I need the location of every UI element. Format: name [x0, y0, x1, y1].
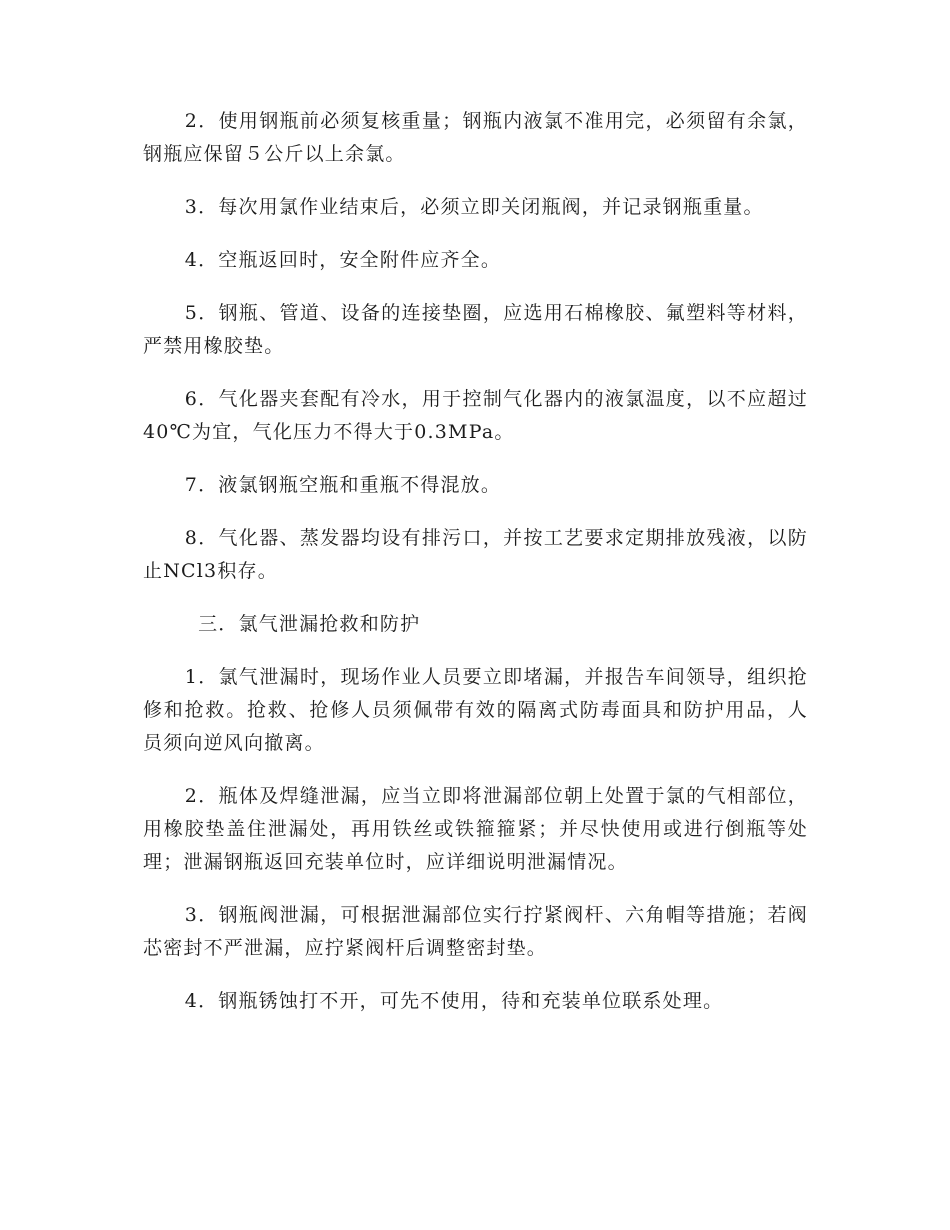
paragraph-rescue-2: 2．瓶体及焊缝泄漏，应当立即将泄漏部位朝上处置于氯的气相部位，用橡胶垫盖住泄漏处，再用铁丝或铁箍箍紧；并尽快使用或进行倒瓶等处理；泄漏钢瓶返回充装单位时，应详细说明泄漏情况。 [143, 785, 808, 873]
paragraph-item-2: 2．使用钢瓶前必须复核重量；钢瓶内液氯不准用完，必须留有余氯，钢瓶应保留５公斤以上余氯。 [143, 110, 808, 165]
paragraph-rescue-4: 4．钢瓶锈蚀打不开，可先不使用，待和充装单位联系处理。 [184, 990, 724, 1012]
paragraph-item-3: 3．每次用氯作业结束后，必须立即关闭瓶阀，并记录钢瓶重量。 [184, 196, 764, 218]
document-body [143, 105, 808, 1038]
paragraph-item-5: 5．钢瓶、管道、设备的连接垫圈，应选用石棉橡胶、氟塑料等材料，严禁用橡胶垫。 [143, 302, 808, 357]
paragraph-rescue-3: 3．钢瓶阀泄漏，可根据泄漏部位实行拧紧阀杆、六角帽等措施；若阀芯密封不严泄漏，应拧紧阀杆后调整密封垫。 [143, 904, 808, 959]
paragraph-item-8: 8．气化器、蒸发器均设有排污口，并按工艺要求定期排放残液，以防止NCl3积存。 [143, 527, 808, 582]
paragraph-item-7: 7．液氯钢瓶空瓶和重瓶不得混放。 [184, 474, 502, 496]
paragraph-item-4: 4．空瓶返回时，安全附件应齐全。 [184, 249, 502, 271]
paragraph-rescue-1: 1．氯气泄漏时，现场作业人员要立即堵漏，并报告车间领导，组织抢修和抢救。抢救、抢修人员须佩带有效的隔离式防毒面具和防护用品，人员须向逆风向撤离。 [143, 666, 808, 754]
section-heading: 三．氯气泄漏抢救和防护 [198, 613, 421, 635]
paragraph-item-6: 6．气化器夹套配有冷水，用于控制气化器内的液氯温度，以不应超过40℃为宜，气化压力不得大于0.3MPa。 [143, 388, 808, 443]
